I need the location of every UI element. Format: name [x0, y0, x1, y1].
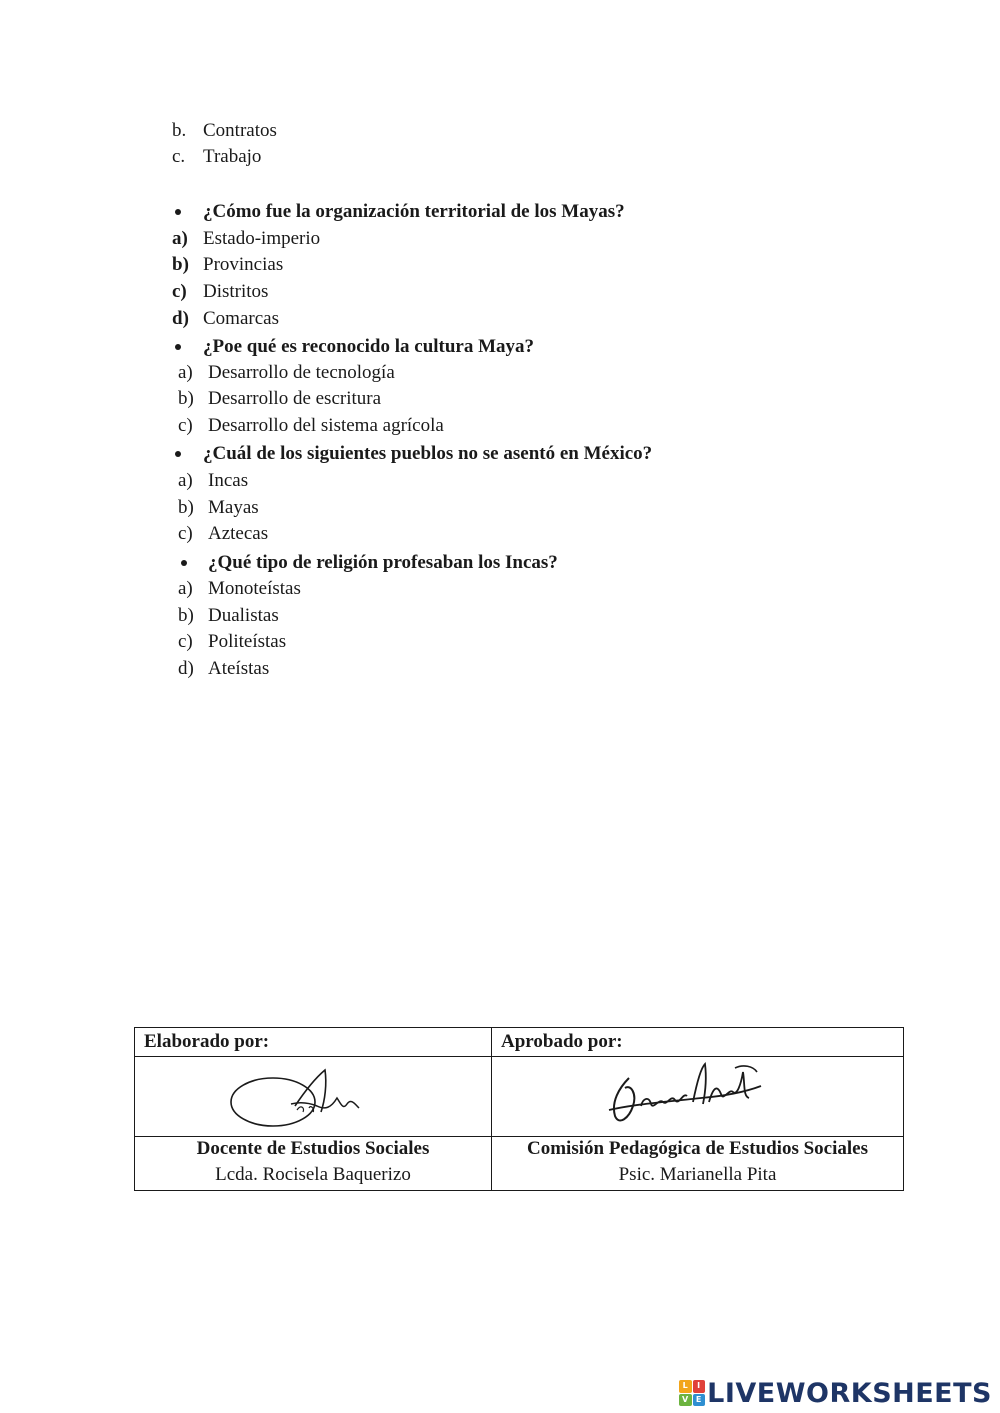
- option-text: Mayas: [208, 497, 259, 518]
- liveworksheets-watermark: [679, 1377, 992, 1409]
- option-text: Incas: [208, 470, 249, 491]
- option-label: b): [172, 254, 189, 275]
- option-text: Ateístas: [208, 658, 270, 679]
- option-label: c.: [172, 146, 186, 167]
- option-text: Dualistas: [208, 605, 279, 626]
- elaborado-header: Elaborado por:: [144, 1031, 270, 1052]
- option-text: Distritos: [203, 281, 269, 302]
- option-text: Monoteístas: [208, 578, 301, 599]
- option-label: a): [178, 578, 193, 599]
- bullet-icon: [175, 344, 181, 350]
- logo-letter: E: [693, 1394, 706, 1407]
- bullet-icon: [175, 209, 181, 215]
- option-label: b): [178, 605, 194, 626]
- bullet-icon: [175, 451, 181, 457]
- watermark-text: LIVEWORKSHEETS: [707, 1377, 992, 1409]
- logo-letter: V: [679, 1394, 692, 1407]
- left-name: Lcda. Rocisela Baquerizo: [215, 1164, 411, 1185]
- option-text: Comarcas: [203, 308, 279, 329]
- question-text: ¿Poe qué es reconocido la cultura Maya?: [203, 336, 535, 357]
- option-label: b): [178, 388, 194, 409]
- signature-image-left: [225, 1064, 375, 1132]
- option-label: d): [178, 658, 194, 679]
- liveworksheets-logo-icon: [679, 1380, 705, 1406]
- aprobado-header: Aprobado por:: [501, 1031, 623, 1052]
- option-label: a): [178, 470, 193, 491]
- option-label: d): [172, 308, 189, 329]
- option-label: b.: [172, 120, 187, 141]
- option-text: Desarrollo de escritura: [208, 388, 382, 409]
- option-text: Desarrollo de tecnología: [208, 362, 395, 383]
- question-text: ¿Cómo fue la organización territorial de los Mayas?: [203, 201, 625, 222]
- option-label: a): [172, 228, 188, 249]
- option-label: c): [178, 631, 193, 652]
- option-text: Politeístas: [208, 631, 287, 652]
- option-text: Contratos: [203, 120, 277, 141]
- bullet-icon: [181, 560, 187, 566]
- table-divider: [135, 1056, 903, 1057]
- right-role: Comisión Pedagógica de Estudios Sociales: [527, 1138, 868, 1159]
- signature-table: [134, 1027, 904, 1191]
- logo-letter: L: [679, 1380, 692, 1393]
- question-text: ¿Qué tipo de religión profesaban los Incas?: [208, 552, 558, 573]
- option-text: Provincias: [203, 254, 284, 275]
- option-text: Trabajo: [203, 146, 262, 167]
- question-text: ¿Cuál de los siguientes pueblos no se asentó en México?: [203, 443, 653, 464]
- option-label: c): [178, 523, 193, 544]
- option-label: c): [172, 281, 187, 302]
- option-label: c): [178, 415, 193, 436]
- option-label: a): [178, 362, 193, 383]
- option-label: b): [178, 497, 194, 518]
- option-text: Estado-imperio: [203, 228, 321, 249]
- left-role: Docente de Estudios Sociales: [196, 1138, 430, 1159]
- option-text: Desarrollo del sistema agrícola: [208, 415, 444, 436]
- signature-image-right: [605, 1058, 765, 1134]
- logo-letter: I: [693, 1380, 706, 1393]
- right-name: Psic. Marianella Pita: [618, 1164, 777, 1185]
- option-text: Aztecas: [208, 523, 269, 544]
